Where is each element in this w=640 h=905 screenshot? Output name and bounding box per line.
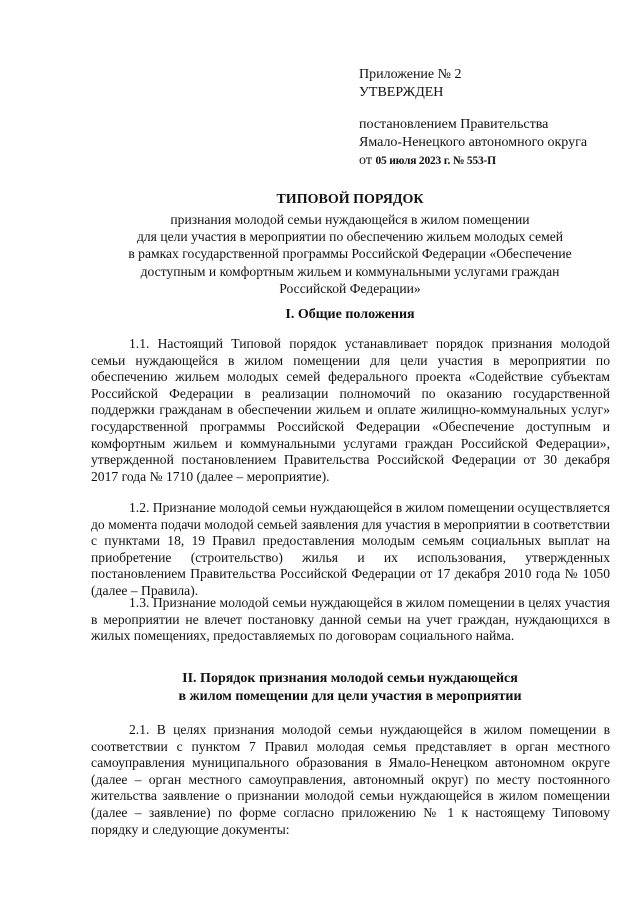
section-1-heading: I. Общие положения	[285, 307, 415, 322]
section-2-heading	[90, 670, 610, 706]
decree-line-2: Ямало-Ненецкого автономного округа	[359, 135, 588, 150]
subtitle-line: Российской Федерации»	[279, 280, 421, 296]
document-subtitle	[92, 211, 608, 297]
paragraph-1-3: 1.3. Признание молодой семьи нуждающейся в жилом помещении в целях участия в мероприятии не влечет постановку данной семьи на учет граждан, нуждающихся в жилых помещениях, предоставляемых по договорам социального найма.	[91, 595, 610, 644]
decree-date: 05 июля 2023 г. № 553-П	[375, 155, 496, 167]
paragraph-1-2: 1.2. Признание молодой семьи нуждающейся в жилом помещении осуществляется до момента подачи молодой семьей заявления для участия в мероприятии в соответствии с пунктами 18, 19 Правил предоставления молодым семьям социальных выплат на приобретение (строительство) жилья и их использования, утвержденных постановлением Правительства Российской Федерации от 17 декабря 2010 года № 1050 (далее – Правила).	[91, 500, 610, 598]
decree-date-line	[359, 152, 587, 170]
subtitle-line: для цели участия в мероприятии по обеспечению жильем молодых семей	[136, 229, 564, 245]
section-2-heading-line-2: в жилом помещении для цели участия в мероприятии	[178, 689, 522, 704]
section-2-heading-line-1: II. Порядок признания молодой семьи нуждающейся	[182, 671, 518, 686]
appendix-number: Приложение № 2	[359, 67, 462, 82]
subtitle-line: доступным и комфортным жильем и коммунальными услугами граждан	[140, 263, 560, 279]
document-title: ТИПОВОЙ ПОРЯДОК	[276, 192, 424, 207]
paragraph-1-1: 1.1. Настоящий Типовой порядок устанавливает порядок признания молодой семьи нуждающейся в жилом помещении для цели участия в мероприятии по обеспечению жильем молодых семей федерального проекта «Содействие субъектам Российской Федерации в реализации полномочий по оказанию государственной поддержки гражданам в обеспечении жильем и оплате жилищно-коммунальных услуг» государственной программы Российской Федерации «Обеспечение доступным и комфортным жильем и коммунальными услугами граждан Российской Федерации», утвержденной постановлением Правительства Российской Федерации от 30 декабря 2017 года № 1710 (далее – мероприятие).	[91, 336, 610, 484]
paragraph-2-1: 2.1. В целях признания молодой семьи нуждающейся в жилом помещении в соответствии с пунктом 7 Правил молодая семья представляет в орган местного самоуправления муниципального образования в Ямало-Ненецком автономном округе (далее – орган местного самоуправления, автономный округ) по месту постоянного жительства заявление о признании молодой семьи нуждающейся в жилом помещении (далее – заявление) по форме согласно приложению № 1 к настоящему Типовому порядку и следующие документы:	[91, 722, 610, 837]
subtitle-line: в рамках государственной программы Российской Федерации «Обеспечение	[128, 246, 572, 262]
approved-label: УТВЕРЖДЕН	[359, 85, 444, 100]
approval-block	[359, 66, 587, 170]
decree-line-1: постановлением Правительства	[359, 117, 549, 132]
subtitle-line: признания молодой семьи нуждающейся в жилом помещении	[170, 212, 530, 227]
date-prefix: от	[359, 153, 372, 168]
